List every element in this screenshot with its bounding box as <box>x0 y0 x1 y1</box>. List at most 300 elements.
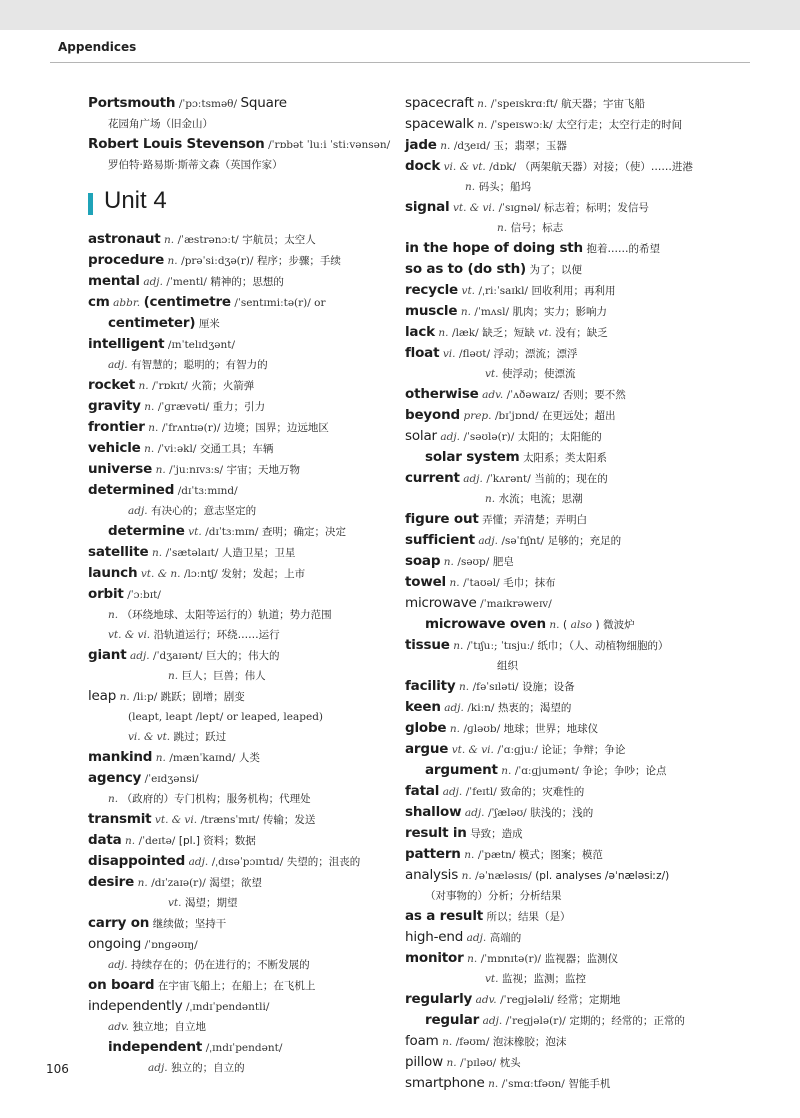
phonetic: /ˌriːˈsaɪkl/ <box>478 285 529 297</box>
vocab-entry <box>405 739 735 760</box>
headword: globe <box>405 720 447 736</box>
meaning: 精神的；思想的 <box>210 276 284 288</box>
phonetic: /ˈɡrævəti/ <box>157 401 210 413</box>
meaning: 火箭；火箭弹 <box>191 380 255 392</box>
unit-heading <box>88 181 388 229</box>
part-of-speech: adj. <box>478 535 498 547</box>
vocab-entry <box>405 1010 735 1031</box>
meaning: 抱着……的希望 <box>586 243 660 255</box>
vocab-entry <box>88 521 388 542</box>
headword: carry on <box>88 915 150 931</box>
phonetic: /ˈæstrənɔːt/ <box>177 234 239 246</box>
vocab-entry <box>405 844 735 865</box>
entry-continuation <box>88 605 388 625</box>
part-of-speech: n. <box>477 119 488 131</box>
vocab-entry <box>405 156 735 197</box>
headword: satellite <box>88 544 149 560</box>
meaning: 宇宙；天地万物 <box>226 464 301 476</box>
headword-cont: centimeter) <box>108 315 196 331</box>
part-of-speech: n. <box>477 98 488 110</box>
vocab-entry <box>88 872 388 913</box>
phonetic: /fləʊt/ <box>458 348 491 360</box>
meaning: 持续存在的；仍在进行的；不断发展的 <box>131 959 310 971</box>
headword: rocket <box>88 377 135 393</box>
headword: foam <box>405 1033 439 1049</box>
meaning: 浮动；漂流；漂浮 <box>493 348 578 360</box>
meaning: 地球；世界；地球仪 <box>503 723 599 735</box>
headword: facility <box>405 678 456 694</box>
part-of-speech: adj. <box>108 959 128 971</box>
part-of-speech: n. <box>497 222 508 234</box>
meaning: 巨大的；伟大的 <box>205 650 280 662</box>
part-of-speech: n. <box>151 547 163 559</box>
meaning: 花园角广场（旧金山） <box>108 118 213 130</box>
vocab-entry <box>405 509 735 530</box>
meaning: 玉；翡翠；玉器 <box>493 140 567 152</box>
phonetic: /ˈʌðəwaɪz/ <box>506 389 560 401</box>
part-of-speech: adj. <box>444 702 464 714</box>
part-of-speech: vi. <box>442 348 456 360</box>
part-of-speech: n. <box>549 619 560 631</box>
headword: soap <box>405 553 441 569</box>
phonetic: /ˈpætn/ <box>477 849 516 861</box>
phonetic: /əˈnæləsɪs/ <box>475 870 532 882</box>
phonetic: /dɒk/ <box>489 161 517 173</box>
part-of-speech: n. <box>108 793 119 805</box>
meaning: 跳过；跃过 <box>173 731 227 743</box>
meaning: 码头；船坞 <box>478 181 532 193</box>
part-of-speech: adj. <box>482 1015 503 1027</box>
meaning: 太阳的；太阳能的 <box>517 431 602 443</box>
meaning: （环绕地球、太阳等运行的）轨道；势力范围 <box>121 609 332 621</box>
meaning: 交通工具；车辆 <box>199 443 274 455</box>
headword: sufficient <box>405 532 475 548</box>
headword-cont: microwave oven <box>425 616 546 632</box>
meaning: 罗伯特·路易斯·斯蒂文森（英国作家） <box>108 159 283 171</box>
meaning: 人类 <box>238 752 260 764</box>
headword: cm <box>88 294 110 310</box>
phonetic: /ˈpɔːtsməθ/ <box>178 98 238 110</box>
phonetic: /səˈfɪʃnt/ <box>501 535 545 547</box>
part-of-speech: n. <box>144 443 155 455</box>
vocab-entry <box>88 417 388 438</box>
part-of-speech: vt. & n. <box>140 568 181 580</box>
vocab-entry <box>88 934 388 975</box>
part-of-speech: vt. <box>538 327 552 339</box>
meaning: 巨人；巨兽；伟人 <box>181 670 266 682</box>
phonetic: /ˈpɪləʊ/ <box>460 1057 497 1069</box>
meaning: 监视；监测；监控 <box>502 973 586 985</box>
headword: microwave <box>405 595 477 611</box>
meaning: 致命的；灾难性的 <box>500 786 585 798</box>
meaning: 监视器；监测仪 <box>544 953 619 965</box>
vocab-entry <box>88 975 388 996</box>
phonetic: /fəʊm/ <box>455 1036 490 1048</box>
meaning: 厘米 <box>198 318 220 330</box>
part-of-speech: n. <box>467 953 478 965</box>
meaning: 智能手机 <box>568 1078 611 1090</box>
meaning: 查明；确定；决定 <box>261 526 346 538</box>
meaning: 回收利用；再利用 <box>531 285 616 297</box>
headword: mankind <box>88 749 153 765</box>
page-number: 106 <box>46 1062 69 1076</box>
meaning: 热衷的；渴望的 <box>497 702 572 714</box>
vocab-entry <box>405 865 735 906</box>
entry-continuation <box>405 218 735 238</box>
part-of-speech: adv. <box>475 994 497 1006</box>
meaning: 为了；以便 <box>529 264 582 276</box>
meaning: 弄懂；弄清楚；弄明白 <box>482 514 588 526</box>
part-of-speech: vt. <box>485 973 499 985</box>
headword: independently <box>88 998 183 1014</box>
vocab-entry <box>405 906 735 927</box>
meaning: 枕头 <box>499 1057 521 1069</box>
headword: result in <box>405 825 467 841</box>
meaning: 肤浅的；浅的 <box>530 807 594 819</box>
vocab-entry <box>405 530 735 551</box>
headword: vehicle <box>88 440 141 456</box>
phonetic: /ˈtaʊəl/ <box>463 577 500 589</box>
phonetic: /ˈmɒnɪtə(r)/ <box>480 953 542 965</box>
vocab-entry <box>88 768 388 809</box>
headword: astronaut <box>88 231 161 247</box>
vocab-entry <box>405 238 735 259</box>
headword: fatal <box>405 783 440 799</box>
phonetic: /ˌɪndɪˈpendəntli/ <box>185 1001 270 1013</box>
part-of-speech: vt. <box>461 285 476 297</box>
part-of-speech: adj. <box>188 856 209 868</box>
part-of-speech: vt. & vi. <box>451 744 494 756</box>
part-of-speech: adj. <box>442 786 463 798</box>
entry-continuation <box>88 501 388 521</box>
vocab-entry <box>88 292 388 334</box>
headword: lack <box>405 324 435 340</box>
part-of-speech: n. <box>167 255 178 267</box>
headword: independent <box>108 1039 203 1055</box>
headword: ongoing <box>88 936 142 952</box>
headword: float <box>405 345 440 361</box>
headword: transmit <box>88 811 152 827</box>
vocab-entry <box>88 375 388 396</box>
part-of-speech: vt. <box>485 368 499 380</box>
meaning: 论证；争辩；争论 <box>541 744 626 756</box>
phonetic: /ˈrɒbət ˈluːi ˈstiːvənsən/ <box>268 139 391 151</box>
headword: dock <box>405 158 441 174</box>
headword: solar system <box>425 449 520 465</box>
meaning: 宇航员；太空人 <box>242 234 316 246</box>
vocab-entry <box>88 851 388 872</box>
entry-continuation <box>88 313 388 334</box>
meaning: 当前的；现在的 <box>534 473 608 485</box>
meaning: （政府的）专门机构；服务机构；代理处 <box>121 793 311 805</box>
entry-continuation <box>405 969 735 989</box>
vocab-entry <box>405 823 735 844</box>
vocab-entry <box>88 271 388 292</box>
meaning: 否则；要不然 <box>562 389 626 401</box>
phonetic: /læk/ <box>452 327 479 339</box>
headword: determined <box>88 482 175 498</box>
meaning: 有决心的；意志坚定的 <box>151 505 257 517</box>
phonetic: /ˈspeɪskrɑːft/ <box>490 98 558 110</box>
phonetic: /ˈmaɪkrəweɪv/ <box>480 598 552 610</box>
phonetic: /dɪˈzaɪə(r)/ <box>151 877 206 889</box>
phonetic: /ˈɑːɡjuː/ <box>497 744 538 756</box>
entry-continuation <box>88 955 388 975</box>
phonetic: /kiːn/ <box>467 702 495 714</box>
part-of-speech: n. <box>164 234 175 246</box>
meaning: 在宇宙飞船上；在船上；在飞机上 <box>157 980 316 992</box>
headword: mental <box>88 273 140 289</box>
meaning: 高端的 <box>489 932 522 944</box>
headword: agency <box>88 770 142 786</box>
vocab-entry <box>405 635 735 676</box>
part-of-speech: adj. <box>466 932 487 944</box>
headword: leap <box>88 688 117 704</box>
meaning: 有智慧的；聪明的；有智力的 <box>131 359 268 371</box>
part-of-speech: n. <box>168 670 179 682</box>
inflection: (leapt, leapt /lept/ or leaped, leaped) <box>128 711 324 723</box>
phonetic: /ˈmentl/ <box>166 276 207 288</box>
phonetic: /ɪnˈtelɪdʒənt/ <box>167 339 235 351</box>
phonetic: /lɔːntʃ/ <box>184 568 218 580</box>
headword: signal <box>405 199 450 215</box>
part-of-speech: n. <box>125 835 136 847</box>
meaning: 程序；步骤；手续 <box>256 255 341 267</box>
phonetic: /ˈdeɪtə/ <box>138 835 176 847</box>
section-header: Appendices <box>58 40 137 54</box>
entry-continuation <box>405 489 735 509</box>
vocab-entry <box>88 93 388 134</box>
headword: determine <box>108 523 185 539</box>
meaning: 航天器；宇宙飞船 <box>561 98 646 110</box>
meaning: （两架航天器）对接；（使）……进港 <box>519 161 693 173</box>
vocab-entry <box>88 563 388 584</box>
meaning: 水流；电流；思潮 <box>498 493 583 505</box>
entry-continuation <box>88 114 388 134</box>
phonetic: /ˈkʌrənt/ <box>486 473 531 485</box>
vocab-entry <box>405 468 735 509</box>
part-of-speech: vt. <box>168 897 182 909</box>
headword: recycle <box>405 282 459 298</box>
phonetic: /ˈsəʊlə(r)/ <box>463 431 515 443</box>
part-of-speech: vt. & vi. <box>108 629 151 641</box>
vocab-entry <box>405 676 735 697</box>
vocab-entry <box>405 551 735 572</box>
part-of-speech: n. <box>442 1036 453 1048</box>
phonetic: /dɪˈtɜːmɪn/ <box>205 526 259 538</box>
vocab-entry <box>405 280 735 301</box>
meaning: 肥皂 <box>492 556 514 568</box>
part-of-speech: n. <box>137 877 148 889</box>
phonetic: /ˈjuːnɪvɜːs/ <box>169 464 224 476</box>
phonetic: /dɪˈtɜːmɪnd/ <box>177 485 238 497</box>
phonetic: /ˈdʒaɪənt/ <box>153 650 203 662</box>
meaning: 模式；图案；模范 <box>518 849 603 861</box>
vocab-entry <box>88 250 388 271</box>
entry-continuation <box>405 656 735 676</box>
part-of-speech: adj. <box>148 1062 168 1074</box>
vocab-entry <box>405 927 735 948</box>
phonetic: /ˈfrʌntɪə(r)/ <box>161 422 221 434</box>
phonetic: /ˈsɪɡnəl/ <box>498 202 541 214</box>
part-of-speech: n. <box>148 422 159 434</box>
headword: orbit <box>88 586 124 602</box>
vocab-entry <box>88 830 388 851</box>
part-of-speech: adj. <box>464 807 485 819</box>
entry-continuation <box>88 789 388 809</box>
phonetic: /ˈeɪdʒənsi/ <box>144 773 199 785</box>
headword: intelligent <box>88 336 165 352</box>
phonetic: /ˈʃæləʊ/ <box>487 807 527 819</box>
vocab-entry <box>405 593 735 635</box>
headword: gravity <box>88 398 141 414</box>
part-of-speech: n. <box>446 1057 457 1069</box>
headword: solar <box>405 428 437 444</box>
headword: monitor <box>405 950 464 966</box>
part-of-speech: n. <box>108 609 119 621</box>
vocab-entry <box>405 259 735 280</box>
part-of-speech: n. <box>461 870 472 882</box>
meaning: 在更远处；超出 <box>542 410 616 422</box>
phonetic: /ˈsentɪmiːtə(r)/ or <box>234 297 326 309</box>
part-of-speech: adj. <box>143 276 163 288</box>
vocab-entry <box>405 760 735 781</box>
part-of-speech: adj. <box>128 505 148 517</box>
vocab-entry <box>88 996 388 1037</box>
vocab-entry <box>88 134 391 175</box>
meaning: [pl.] 资料；数据 <box>178 835 256 847</box>
meaning: 边境；国界；边远地区 <box>223 422 329 434</box>
meaning: 继续做；坚持干 <box>152 918 227 930</box>
vocab-entry <box>405 343 735 384</box>
headword: regular <box>425 1012 480 1028</box>
part-of-speech: n. <box>459 681 470 693</box>
meaning: 所以；结果（是） <box>486 911 571 923</box>
part-of-speech: adj. <box>108 359 128 371</box>
part-of-speech: also <box>570 619 592 631</box>
phonetic: /bɪˈjɒnd/ <box>494 410 539 422</box>
vocab-entry <box>88 229 388 250</box>
part-of-speech: n. <box>438 327 449 339</box>
part-of-speech: n. <box>155 752 166 764</box>
meaning: 经常；定期地 <box>557 994 621 1006</box>
meaning: （对事物的）分析；分析结果 <box>425 890 562 902</box>
vocab-entry <box>405 781 735 802</box>
vocab-entry <box>405 447 735 468</box>
part-of-speech: n. <box>488 1078 499 1090</box>
vocab-entry <box>88 334 388 375</box>
headword: figure out <box>405 511 479 527</box>
phonetic: /ˈmʌsl/ <box>474 306 510 318</box>
meaning: 渴望；欲望 <box>209 877 262 889</box>
headword: pillow <box>405 1054 443 1070</box>
part-of-speech: n. <box>119 691 130 703</box>
vocab-entry <box>88 1037 388 1078</box>
part-of-speech: n. <box>144 401 155 413</box>
vocab-entry <box>405 802 735 823</box>
headword: pattern <box>405 846 461 862</box>
vocab-entry <box>88 396 388 417</box>
headword: shallow <box>405 804 462 820</box>
headword: as a result <box>405 908 483 924</box>
phonetic: /ˈrɒkɪt/ <box>152 380 188 392</box>
part-of-speech: adj. <box>129 650 150 662</box>
phonetic: /ˈtɪʃuː; ˈtɪsjuː/ <box>466 640 534 652</box>
entry-continuation <box>88 727 388 747</box>
vocab-entry <box>405 93 735 114</box>
entry-continuation <box>88 666 388 686</box>
vocab-entry <box>405 322 735 343</box>
vocab-entry <box>405 197 735 238</box>
headword: spacewalk <box>405 116 474 132</box>
meaning: 重力；引力 <box>212 401 266 413</box>
part-of-speech: adj. <box>440 431 460 443</box>
vocab-entry <box>88 542 388 563</box>
part-of-speech: n. <box>440 140 451 152</box>
part-of-speech: n. <box>501 765 512 777</box>
meaning: 太空行走；太空行走的时间 <box>556 119 683 131</box>
vocab-entry <box>405 1031 735 1052</box>
vocab-entry <box>88 480 388 521</box>
phonetic: /mænˈkaɪnd/ <box>169 752 236 764</box>
headword: muscle <box>405 303 458 319</box>
vocab-entry <box>405 948 735 989</box>
meaning: 信号；标志 <box>510 222 564 234</box>
meaning: 定期的；经常的；正常的 <box>569 1015 685 1027</box>
vocab-entry <box>88 645 388 686</box>
entry-continuation <box>88 1017 388 1037</box>
meaning: 传输；发送 <box>262 814 316 826</box>
part-of-speech: n. <box>464 849 475 861</box>
meaning: 微波炉 <box>603 619 635 631</box>
part-of-speech: prep. <box>463 410 492 422</box>
part-of-speech: vt. & vi. <box>154 814 198 826</box>
vocab-entry <box>405 1073 735 1094</box>
bracket: ) <box>595 619 600 631</box>
entry-continuation <box>108 1058 388 1078</box>
top-band <box>0 0 800 30</box>
phonetic: /ˈspeɪswɔːk/ <box>490 119 553 131</box>
meaning: 毛巾；抹布 <box>503 577 556 589</box>
headword: keen <box>405 699 441 715</box>
bracket: ( <box>563 619 568 631</box>
headword: beyond <box>405 407 460 423</box>
entry-continuation <box>405 614 735 635</box>
part-of-speech: n. <box>155 464 166 476</box>
phonetic: /ˈsmɑːtfəʊn/ <box>501 1078 565 1090</box>
part-of-speech: vt. <box>188 526 202 538</box>
vocab-entry <box>88 686 388 747</box>
meaning: 没有；缺乏 <box>555 327 608 339</box>
phonetic: /ˈreɡjələli/ <box>500 994 554 1006</box>
part-of-speech: adj. <box>463 473 483 485</box>
meaning: 争论；争吵；论点 <box>582 765 667 777</box>
meaning: 组织 <box>497 660 518 672</box>
phonetic: /ˈviːəkl/ <box>157 443 197 455</box>
phonetic: /ˈɑːɡjumənt/ <box>514 765 579 777</box>
headword: disappointed <box>88 853 186 869</box>
phonetic: /səʊp/ <box>457 556 490 568</box>
meaning: 独立的；自立的 <box>171 1062 245 1074</box>
headword: data <box>88 832 122 848</box>
meaning: 足够的；充足的 <box>547 535 622 547</box>
part-of-speech: vi. & vt. <box>128 731 171 743</box>
left-column <box>88 93 391 1078</box>
meaning: 跳跃；剧增；剧变 <box>160 691 245 703</box>
vocab-entry <box>405 114 735 135</box>
entry-continuation <box>405 364 735 384</box>
vocab-entry <box>88 459 388 480</box>
